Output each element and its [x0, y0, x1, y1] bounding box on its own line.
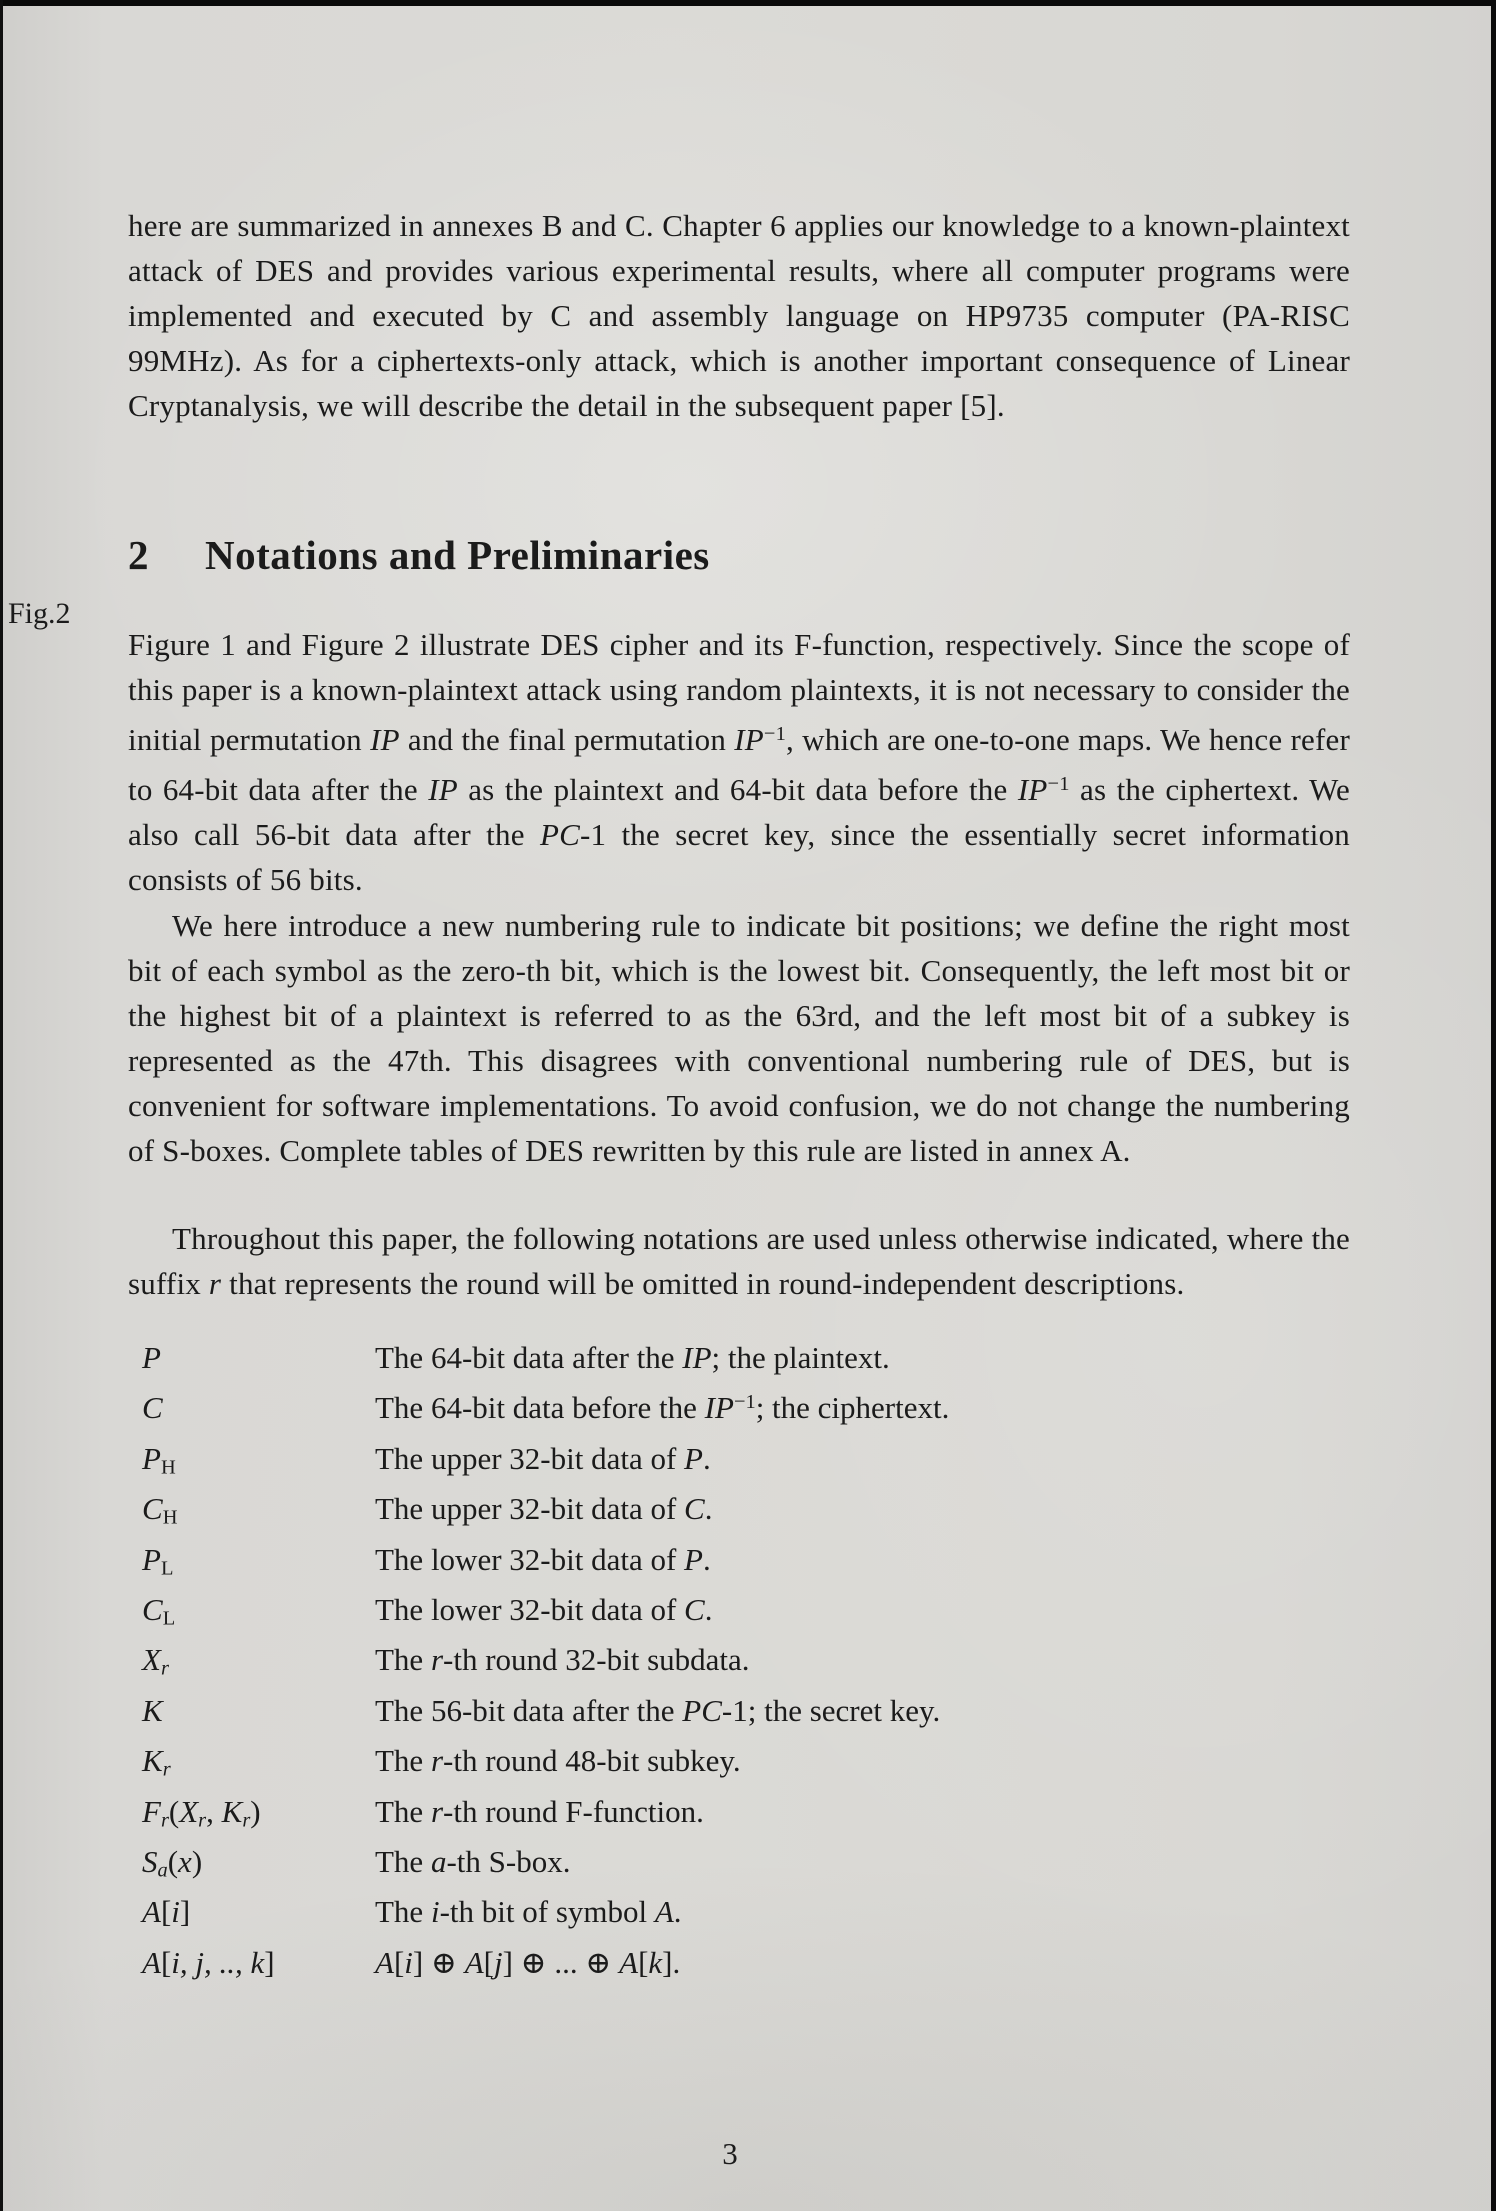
notation-description: The r-th round F-function. — [375, 1793, 704, 1829]
scan-edge-left — [0, 0, 3, 2211]
notation-description: The i-th bit of symbol A. — [375, 1894, 682, 1930]
notation-symbol: A[i, j, .., k] — [142, 1944, 275, 1980]
notation-symbol: Xr — [142, 1642, 169, 1680]
notation-row — [142, 1844, 1352, 1894]
notation-symbol: A[i] — [142, 1894, 191, 1930]
notation-description: The lower 32-bit data of P. — [375, 1541, 711, 1577]
notation-symbol: Fr(Xr, Kr) — [142, 1793, 261, 1832]
notation-symbol: CH — [142, 1491, 178, 1529]
notation-description: The 64-bit data before the $IP^{-1}$; the ciphertext. — [375, 1390, 950, 1426]
margin-note-fig2: Fig.2 — [8, 597, 71, 630]
notation-symbol: P — [142, 1340, 161, 1375]
scan-edge-top — [0, 0, 1496, 6]
section-heading — [128, 531, 710, 579]
paragraph-intro-continuation: here are summarized in annexes B and C. Chapter 6 applies our knowledge to a known-plaintext attack of DES and provides various experimental results, where all computer programs were implemented and executed by C and assembly language on HP9735 computer (PA-RISC 99MHz). As for a ciphertexts-only attack, which is another important consequence of Linear Cryptanalysis, we will describe the detail in the subsequent paper [5]. — [128, 208, 1350, 423]
notation-row — [142, 1794, 1352, 1844]
paragraph-numbering-rule: We here introduce a new numbering rule to indicate bit positions; we define the right most bit of each symbol as the zero-th bit, which is the lowest bit. Consequently, the left most bit or the highest bit of a plaintext is referred to as the 63rd, and the left most bit of a subkey is represented as the 47th. This disagrees with conventional numbering rule of DES, but is convenient for software implementations. To avoid confusion, we do not change the numbering of S-boxes. Complete tables of DES rewritten by this rule are listed in annex A. — [128, 908, 1350, 1168]
notation-row — [142, 1743, 1352, 1793]
paragraph-figures-description: Figure 1 and Figure 2 illustrate DES cipher and its F-function, respectively. Since the scope of this paper is a known-plaintext attack using random plaintexts, it is not necessary to consider the initial permutation IP and the final permutation $IP^{-1}$, which are one-to-one maps. We hence refer to 64-bit data after the IP as the plaintext and 64-bit data before the $IP^{-1}$ as the ciphertext. We also call 56-bit data after the PC-1 the secret key, since the essentially secret information consists of 56 bits. — [128, 627, 1351, 898]
notation-row — [142, 1491, 1352, 1541]
notation-description: The r-th round 48-bit subkey. — [375, 1743, 741, 1779]
notation-list — [142, 1340, 1352, 1995]
notation-description: The upper 32-bit data of C. — [375, 1491, 713, 1527]
notation-row — [142, 1441, 1352, 1491]
notation-symbol: PH — [142, 1440, 176, 1479]
notation-row — [142, 1390, 1352, 1440]
notation-description: The lower 32-bit data of C. — [375, 1591, 713, 1627]
notation-row — [142, 1693, 1352, 1743]
notation-symbol: C — [142, 1390, 163, 1426]
scan-edge-right — [1491, 0, 1496, 2211]
section-number: 2 — [128, 532, 149, 579]
notation-description: The 64-bit data after the IP; the plaintext. — [375, 1340, 890, 1375]
notation-symbol: Sa(x) — [142, 1843, 203, 1882]
notation-description: The 56-bit data after the PC-1; the secret key. — [375, 1692, 941, 1728]
notation-symbol: CL — [142, 1591, 176, 1630]
notation-symbol: Kr — [142, 1743, 171, 1781]
notation-row — [142, 1642, 1352, 1692]
notation-symbol: K — [142, 1692, 163, 1728]
notation-row — [142, 1894, 1352, 1944]
paragraph-notations-intro: Throughout this paper, the following notations are used unless otherwise indicated, where the suffix r that represents the round will be omitted in round-independent descriptions. — [128, 1221, 1350, 1301]
notation-row — [142, 1592, 1352, 1642]
notation-row — [142, 1542, 1352, 1592]
notation-description: The r-th round 32-bit subdata. — [375, 1642, 750, 1678]
notation-description: The a-th S-box. — [375, 1843, 571, 1879]
notation-description: A[i] ⊕ A[j] ⊕ ... ⊕ A[k]. — [375, 1944, 681, 1980]
notation-row — [142, 1340, 1352, 1390]
page-number: 3 — [722, 2136, 738, 2171]
notation-description: The upper 32-bit data of P. — [375, 1440, 711, 1476]
notation-row — [142, 1945, 1352, 1995]
section-title: Notations and Preliminaries — [205, 532, 710, 579]
notation-symbol: PL — [142, 1541, 174, 1580]
